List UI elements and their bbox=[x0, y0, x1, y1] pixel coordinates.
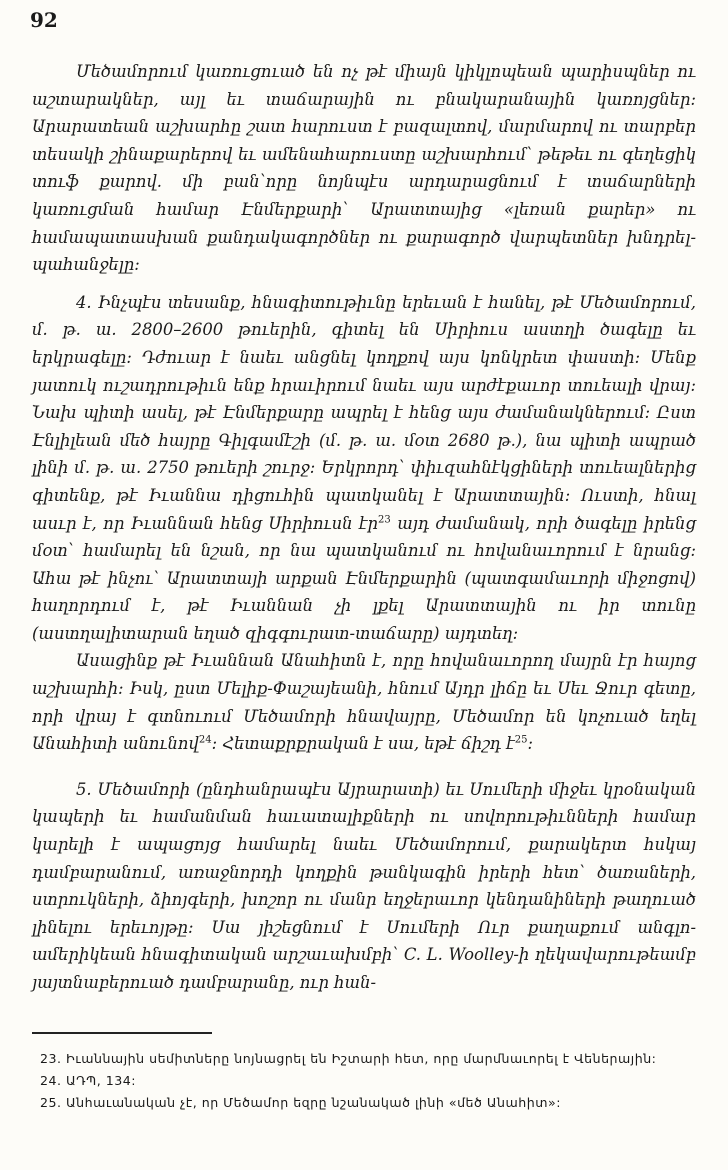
paragraph-3-end: ճիշդ է bbox=[461, 734, 515, 754]
footnote-ref-25: 25 bbox=[514, 734, 528, 746]
paragraph-5: 5. Մեծամորի (ընդհանրապէս Այրարատի) եւ Սումերի միջեւ կրօնական կապերի եւ համանման հաւատալիքների ու սովորութիւնների համար կարելի է ապացոյց համարել նաեւ Մեծամորում, քարակերտ հսկայ դամբարանում, առաջնորդի կողքին թանկագին իրերի հետ՝ ծառաների, ստրուկների, ձիոյգերի, խոշոր ու մանր եղջերաւոր կենդանիների թաղուած լինելու երեւոյթը: Սա յիշեցնում է Սումերի Ուր քաղաքում անգլո-ամերիկեան հնագիտական արշաւախմբի՝ C. L. Woolley-ի ղեկավարութեամբ յայտնաբերուած դամբարանը, ուր հան- bbox=[32, 779, 696, 992]
paragraph-1: Մեծամորում կառուցուած են ոչ թէ միայն կիկլոպեան պարիսպներ ու աշտարակներ, այլ եւ տաճարային ու բնակարանային կառոյցներ: Արարատեան աշխարհը շատ հարուստ է բազալտով, մարմարով ու տարբեր տեսակի շինաքարերով եւ ամենահարուստը աշխարհում՝ թեթեւ ու գեղեցիկ տուֆ քարով. մի բան՝որը նոյնպէս արդարացնում է տաճարների կառուցման համար Էնմերքարի՝ Արատտայից «լեռան քարեր» ու համապատասխան քանդակագործներ ու քարագործ վարպետներ խնդրել-պահանջելը: bbox=[32, 62, 696, 275]
paragraph-2 bbox=[32, 289, 696, 648]
footnote-ref-23: 23 bbox=[377, 514, 391, 526]
footnote-24: 24. ԱԴՊ, 134: bbox=[40, 1073, 137, 1088]
page-number: 92 bbox=[30, 8, 58, 32]
footnote-25: 25. Անհաւանական չէ, որ Մեծամոր եզրը նշանակած լինի «մեծ Անահիտ»: bbox=[40, 1095, 561, 1110]
paragraph-3: Ասացինք թէ Իւաննան Անահիտն է, որը հովանաւորող մայրն էր հայոց աշխարհի: Իսկ, ըստ Մելիք-Փաշայեանի, հնում Այդր լիճը եւ Սեւ Ջուր գետը, որի վրայ է գտնուում Մեծամորի հնավայրը, Մեծամոր են կոչուած եղել Անահիտի անունով$^{24}$: Հետաքրքրական է սա, եթէ ճիշդ է$^{25}$: bbox=[32, 651, 696, 754]
paragraph-3-text: Ասացինք թէ Իւաննան Անահիտն է, որը հովանաւորող մայրն էր հայոց աշխարհի: Իսկ, ըստ Մելիք-Փաշայեանի, հնում Այդր լիճը եւ Սեւ Ջուր գետը, որի վրայ է գտնուում Մեծամորի հնավայրը, Մեծամոր են կոչուած եղել Անահիտի անունով bbox=[32, 651, 696, 754]
footnote-divider bbox=[32, 1032, 212, 1034]
footnotes bbox=[32, 1048, 696, 1114]
paragraph-3-tail: Հետաքրքրական է սա, եթէ bbox=[222, 734, 456, 754]
main-text bbox=[32, 58, 696, 997]
paragraph-2-text: 4. Ինչպէս տեսանք, հնագիտութիւնը երեւան է հանել, թէ Մեծամորում, մ. թ. ա. 2800–2600 թուերին, գիտել են Սիրիուս աստղի ծագելը եւ երկրագելը: Դժուար է նաեւ անցնել կողքով այս կոնկրետ փաստի: Մենք յատուկ ուշադրութիւն ենք հրաւիրում նաեւ այս արժէքաւոր տուեալի վրայ: Նախ պիտի ասել, թէ Էնմերքարը ապրել է հենց այս ժամանակներում: Ըստ Էնլիլեան մեծ հայրը Գիլգամէշի (մ. թ. ա. մօտ 2680 թ.), նա պիտի ապրած լինի մ. թ. ա. 2750 թուերի շուրջ: Երկրորդ՝ փիւզահնէկցիների տուեալներից գիտենք, թէ Իւաննա դիցուհին պատկանել է Արատտային: Ուստի, հնալ ասւր է, որ Իւաննան հենց Սիրիուսն էր bbox=[32, 292, 696, 533]
footnote-23: 23. Իւաննային սեմիտները նոյնացրել են Իշտարի հետ, որը մարմնաւորել է Վեներային: bbox=[40, 1051, 657, 1066]
paragraph-2-continued: այդ ժամանակ, որի ծագելը իրենց մօտ՝ համարել են նշան, որ նա պատկանում ու հովանաւորում է նրանց: Ահա թէ ինչու՝ Արատտայի արքան Էնմերքարին (պատգամաւորի միջոցով) հաղորդում է, թէ Իւաննան չի լքել Արատտային ու իր տունը (աստղալիտարան եղած զիգգուրատ-տաճարը) այդտեղ: bbox=[32, 513, 696, 643]
footnote-ref-24: 24 bbox=[198, 734, 212, 746]
